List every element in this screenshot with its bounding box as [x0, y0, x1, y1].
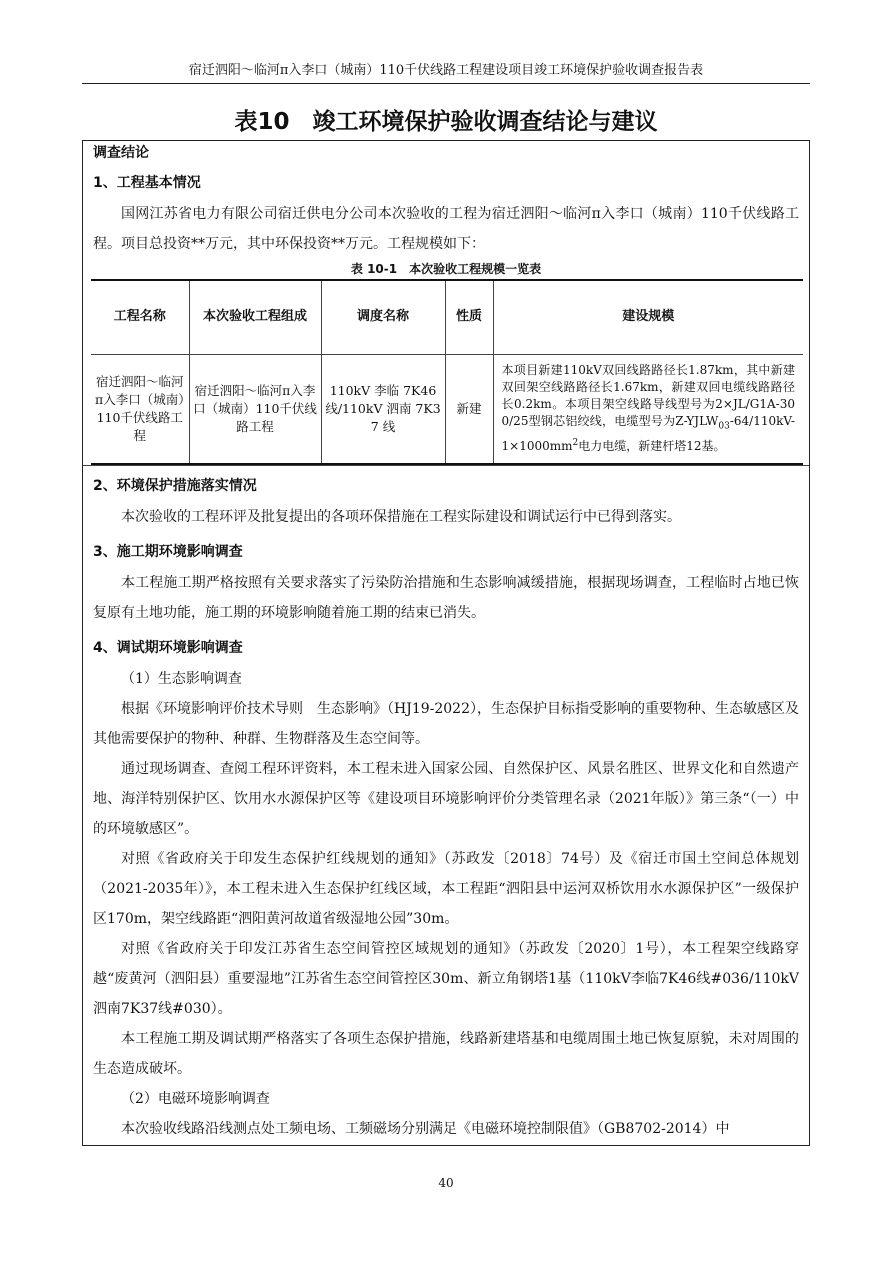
frame-content [83, 141, 809, 1144]
running-header: 宿迁泗阳～临河π入李口（城南）110千伏线路工程建设项目竣工环境保护验收调查报告表 [188, 63, 704, 78]
section-label: 调查结论 [93, 145, 149, 161]
cell-dispatch: 110kV 李临 7K46 线/110kV 泗南 7K37 线 [321, 354, 445, 464]
col-header-name: 工程名称 [113, 309, 166, 325]
para-electromagnetic: 本次验收线路沿线测点处工频电场、工频磁场分别满足《电磁环境控制限值》（GB8702-2014）中 [121, 1121, 730, 1137]
heading-construction: 3、施工期环境影响调查 [93, 544, 243, 560]
col-header-nature: 性质 [445, 280, 493, 354]
para-ecology-4: 对照《省政府关于印发江苏省生态空间管控区域规划的通知》（苏政发〔2020〕1号），本工程架空线路穿越“废黄河（泗阳县）重要湿地”江苏省生态空间管控区30m、新立角钢塔1基（110kV李临7K46线#036/110kV泗南7K37线#030）。 [93, 941, 799, 1017]
para-ecology-3: 对照《省政府关于印发生态保护红线规划的通知》（苏政发〔2018〕74号）及《宿迁市国土空间总体规划（2021-2035年）》，本工程未进入生态保护红线区域，本工程距“泗阳县中运河双桥饮用水水源保护区”一级保护区170m，架空线路距“泗阳黄河故道省级湿地公园”30m。 [93, 851, 799, 927]
heading-measures: 2、环境保护措施落实情况 [93, 478, 257, 494]
para-construction: 本工程施工期严格按照有关要求落实了污染防治措施和生态影响减缓措施，根据现场调查，工程临时占地已恢复原有土地功能，施工期的环境影响随着施工期的结束已消失。 [93, 575, 799, 621]
para-ecology-5: 本工程施工期及调试期严格落实了各项生态保护措施，线路新建塔基和电缆周围土地已恢复原貌，未对周围的生态造成破坏。 [93, 1031, 799, 1077]
cell-nature: 新建 [445, 354, 493, 464]
subheading-ecology: （1）生态影响调查 [121, 671, 242, 687]
cell-scale [493, 354, 803, 464]
table-caption: 表 10-1 本次验收工程规模一览表 [350, 262, 542, 276]
table-header-row [91, 280, 803, 354]
para-ecology-1: 根据《环境影响评价技术导则 生态影响》（HJ19-2022），生态保护目标指受影响的重要物种、生态敏感区及其他需要保护的物种、种群、生物群落及生态空间等。 [93, 701, 799, 747]
scale-text-a: 本项目新建110kV双回线路路径长1.87km，其中新建双回架空线路路径长1.67km，新建双回电缆线路路径长0.2km。本项目架空线路导线型号为2×JL/G1A-300/25型钢芯铝绞线，电缆型号为Z-YJLW [501, 363, 795, 429]
scale-text-b: -64/110kV-1×1000mm [501, 414, 795, 454]
scale-subscript: 03 [718, 421, 730, 432]
conclusion-frame [82, 140, 810, 1146]
section-divider [83, 465, 809, 466]
scale-text-c: 电力电缆，新建杆塔12基。 [578, 439, 726, 454]
header-rule [82, 83, 810, 84]
cell-composition: 宿迁泗阳～临河π入李口（城南）110千伏线路工程 [189, 354, 321, 464]
table-row [91, 354, 803, 464]
col-header-scale: 建设规模 [493, 280, 803, 354]
scale-superscript: 2 [572, 438, 579, 449]
para-ecology-2: 通过现场调查、查阅工程环评资料，本工程未进入国家公园、自然保护区、风景名胜区、世界文化和自然遗产地、海洋特别保护区、饮用水水源保护区等《建设项目环境影响评价分类管理名录（2021年版）》第三条“（一）中的环境敏感区”。 [93, 761, 799, 837]
heading-basic-info: 1、工程基本情况 [93, 175, 201, 191]
subheading-electromagnetic: （2）电磁环境影响调查 [121, 1091, 270, 1107]
heading-commissioning: 4、调试期环境影响调查 [93, 640, 243, 656]
para-measures: 本次验收的工程环评及批复提出的各项环保措施在工程实际建设和调试运行中已得到落实。 [121, 509, 681, 525]
col-header-composition: 本次验收工程组成 [189, 280, 321, 354]
para-basic-info: 国网江苏省电力有限公司宿迁供电分公司本次验收的工程为宿迁泗阳～临河π入李口（城南）110千伏线路工程。项目总投资**万元，其中环保投资**万元。工程规模如下： [93, 206, 799, 252]
col-header-dispatch: 调度名称 [321, 280, 445, 354]
scope-table [91, 279, 803, 465]
page-number: 40 [438, 1176, 454, 1190]
page-title: 表10 竣工环境保护验收调查结论与建议 [234, 109, 658, 135]
cell-name: 宿迁泗阳～临河π入李口（城南）110千伏线路工程 [95, 373, 185, 443]
